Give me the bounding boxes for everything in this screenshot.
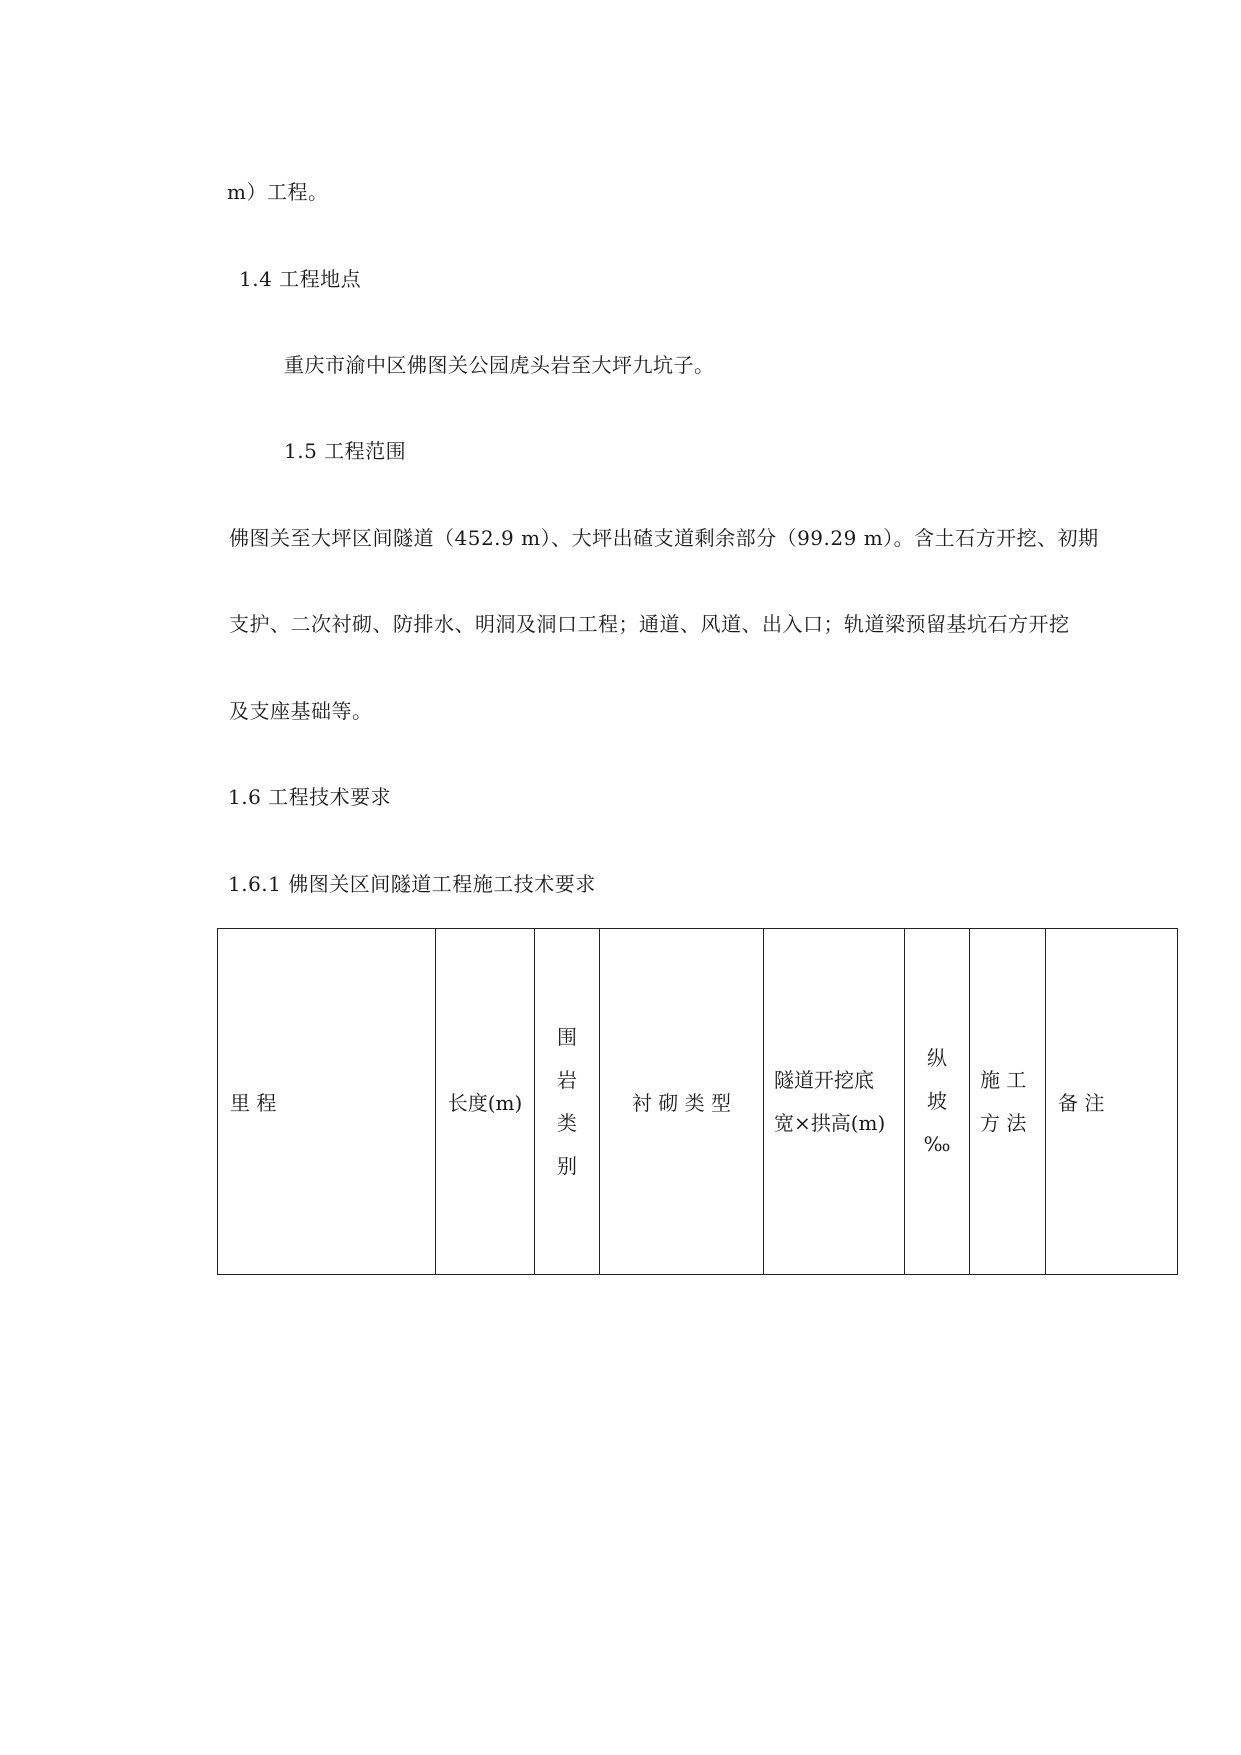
section-body-1-5-line-1: 佛图关至大坪区间隧道（452.9 m）、大坪出碴支道剩余部分（99.29 m）。含土石方开挖、初期 xyxy=(229,526,1099,550)
header-section xyxy=(764,929,905,1275)
header-method-line: 方 法 xyxy=(980,1110,1027,1135)
header-rock-class-char: 类 xyxy=(557,1110,577,1135)
section-heading-1-4: 1.4 工程地点 xyxy=(239,267,362,291)
section-body-1-5-line-2: 支护、二次衬砌、防排水、明洞及洞口工程；通道、风道、出入口；轨道梁预留基坑石方开挖 xyxy=(229,612,1070,636)
section-heading-1-6: 1.6 工程技术要求 xyxy=(228,785,392,809)
section-heading-1-6-1: 1.6.1 佛图关区间隧道工程施工技术要求 xyxy=(228,872,596,896)
tunnel-spec-table xyxy=(217,928,1178,1275)
text-continuation: m）工程。 xyxy=(227,180,329,204)
header-remarks xyxy=(1046,929,1178,1275)
section-heading-1-5: 1.5 工程范围 xyxy=(284,439,407,463)
header-mileage-label: 里 程 xyxy=(230,1091,277,1115)
header-gradient-char: ‰ xyxy=(923,1132,951,1156)
header-rock-class-char: 围 xyxy=(557,1024,577,1049)
header-lining-type xyxy=(600,929,764,1275)
header-section-line: 隧道开挖底 xyxy=(774,1067,874,1092)
header-method xyxy=(970,929,1046,1275)
section-body-1-5-line-3: 及支座基础等。 xyxy=(229,699,373,723)
section-body-1-4: 重庆市渝中区佛图关公园虎头岩至大坪九坑子。 xyxy=(284,353,715,377)
header-gradient xyxy=(905,929,970,1275)
header-length xyxy=(436,929,535,1275)
header-lining-type-label: 衬 砌 类 型 xyxy=(631,1091,732,1115)
header-method-line: 施 工 xyxy=(980,1067,1027,1092)
header-rock-class-char: 别 xyxy=(557,1153,577,1178)
header-mileage xyxy=(218,929,436,1275)
header-gradient-char: 纵 xyxy=(927,1046,947,1070)
header-remarks-label: 备 注 xyxy=(1058,1091,1105,1115)
table-header-row xyxy=(218,929,1178,1275)
header-rock-class xyxy=(535,929,600,1275)
header-gradient-char: 坡 xyxy=(927,1089,947,1113)
header-section-line: 宽×拱高(m) xyxy=(774,1110,886,1135)
header-length-label: 长度(m) xyxy=(447,1091,523,1115)
header-rock-class-char: 岩 xyxy=(557,1067,577,1092)
